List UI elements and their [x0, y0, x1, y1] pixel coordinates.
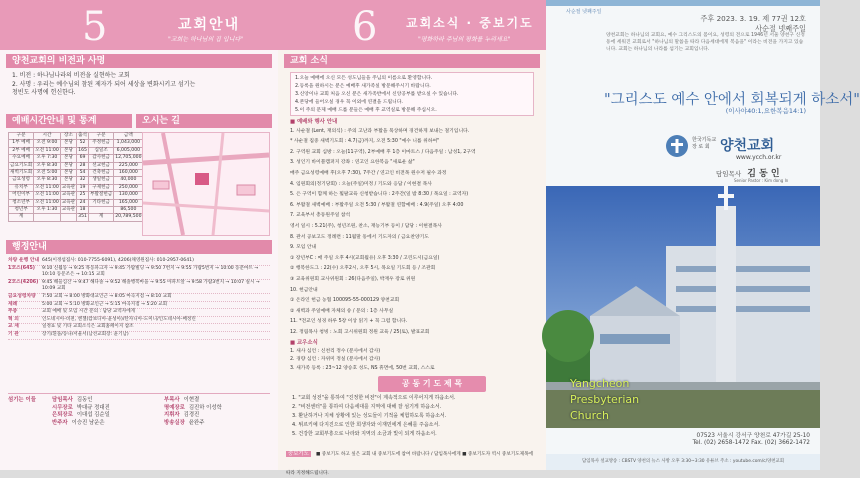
table-row: [9, 184, 144, 191]
news-item: ② 행복한도그 : 22(수) 오후2시, 오후 5시, 목요일 기도회 등 / 조관회: [290, 266, 436, 272]
theme-verse: "그리스도 예수 안에서 회복되게 하소서": [604, 92, 860, 108]
table-cell: 생일헌금: [89, 177, 114, 184]
denomination-1: 한국기독교: [692, 137, 717, 143]
map-heading: 오시는 길: [136, 114, 272, 128]
table-cell: 계: [89, 214, 114, 221]
admin-value: 일정표 및 기타 교회소식은 교회홈페이지 참조: [42, 324, 134, 330]
admin-value: 5:00 교회 → 5:10 방화교인근 → 5:15 마곡지점 → 5:20 교회: [42, 301, 168, 307]
table-cell: 구제헌금: [89, 184, 114, 191]
table-row: [9, 162, 144, 169]
news-item: ① 온라인 헌금 농협 100095-55-000129 양천교회: [290, 298, 400, 304]
news-item: ① 장년부C : 매 주일 오후 4시(교회월유) 오후 3:30 / 고린도시(금요일): [290, 255, 440, 261]
news-item: ② 새벽과 주일예배 자체의 송 / 문의 : 1층 사무실: [290, 308, 394, 314]
table-cell: 18: [77, 207, 89, 214]
table-cell: 250,000: [114, 184, 143, 191]
page-subtitle: "평화하라 주님의 평화를 누리세요": [418, 36, 511, 43]
admin-row: [8, 280, 270, 294]
table-cell: 160,000: [114, 170, 143, 177]
table-cell: 2부 예배: [9, 147, 34, 154]
vision-text: 1. 비전 : 하나님나라의 비전을 실현하는 교회 2. 사명 : 우리는 예수님의 참된 제자가 되어 세상을 변화시키고 섬기는 청빈도 사명에 헌신한다.: [12, 72, 196, 97]
season-label: 사순절 넷째주일: [566, 9, 602, 15]
table-cell: 오전 11:00: [35, 184, 59, 190]
church-name: 양천교회: [720, 138, 775, 154]
worship-stats-table: [8, 132, 144, 222]
church-address: 07523 서울시 강서구 양천로 47가길 25-10: [696, 433, 810, 439]
issue-sunday: 사순절 넷째주일: [755, 24, 806, 33]
prayer-item: 1. "교회 성전"을 통하여 "진정한 비전"이 계속적으로 이루어지게 하옵소서.: [292, 395, 456, 401]
page-number: 6: [352, 4, 378, 50]
prayer-item: 4. 튀르키예 다지진으로 인한 희생자와 이재민에게 은혜를 주옵소서.: [292, 422, 440, 428]
news-item: 2. 구역원 교회 심방 : 오늘(11구역), 2부예배 후 1층 이마트스 / 다음주일 : 남성1, 2구역: [290, 149, 476, 155]
table-cell: 수요예배: [9, 155, 34, 162]
table-cell: 오전 11:00: [35, 147, 59, 153]
table-cell: [60, 214, 76, 221]
news-item: 1. 사순절 (Lent, 재의식) : 주의 고난과 부활을 묵상하며 경건하게 보내는 절기입니다.: [290, 128, 470, 134]
page-subtitle: "교회는 하나님의 집 입니다": [168, 36, 243, 43]
admin-value: 교회 예배 및 모임 시간 문의 : 담당 교역자에게: [42, 309, 136, 315]
staff-name: 김진하 이성학: [188, 404, 222, 411]
staff-name: 이승진 남운은: [71, 419, 105, 426]
table-cell: 20,789,500: [115, 214, 142, 220]
staff-row: [164, 397, 270, 405]
news-item: 7. 교육부서 총동원주일 참석: [290, 213, 351, 219]
table-cell: 금요기도회: [10, 162, 33, 168]
news-item: 4. 임원회의(정기당회) : 오늘(주일)미정 / 기도와 응답 / 이현결 목사: [290, 181, 432, 187]
news-item: 6. 부활절 새벽예배 : 부활주일 오전 5:30 / 부활절 연합예배 : 4.9(주일) 오후 4:00: [290, 202, 464, 208]
prayer-item: 2. "비전센터"를 통하여 다음세대를 지역에 대해 잘 섬기게 하옵소서.: [292, 404, 442, 410]
staff-role: 부목사: [164, 397, 180, 403]
table-cell: 새벽기도회: [10, 170, 33, 176]
table-row: [9, 214, 144, 221]
table-cell: 유치부: [9, 184, 34, 191]
prayer-item: 5. 건강한 교회부흥으로 나라와 지역의 소금과 빛이 되게 하옵소서.: [292, 431, 437, 437]
table-cell: 52: [77, 140, 89, 147]
table-cell: 19: [77, 184, 89, 191]
table-cell: 청년부: [9, 207, 34, 214]
table-cell: 건축헌금: [89, 170, 114, 177]
table-cell: 계: [9, 214, 34, 221]
admin-label: 1코스(645): [8, 265, 36, 271]
family-news-heading: ■ 교우소식: [290, 340, 318, 347]
table-cell: [89, 207, 114, 214]
admin-value: 인도네시아-비젼, 엔젤(캄보디아-윤성아)/탄자니아-도미니/인도네시아-배성린: [42, 316, 196, 322]
table-cell: 24: [77, 199, 89, 206]
table-cell: 본당: [60, 177, 76, 184]
table-cell: 본당: [60, 140, 76, 147]
staff-row: [52, 397, 158, 405]
church-photo: [546, 186, 820, 428]
news-item: 매주 금요성령예배 후(오후 7:30), 7주간 / 연고인 비전목 원수저 필수 과정: [290, 170, 447, 176]
welcome-notice: [290, 72, 534, 116]
pastor-name: 김 동 인: [747, 169, 780, 179]
table-cell: 교육관: [61, 192, 76, 198]
admin-row: [8, 324, 270, 332]
church-map: [142, 132, 270, 236]
table-cell: 오후 1:30: [34, 207, 61, 214]
staff-role: 반주자: [52, 419, 68, 426]
news-items: [290, 119, 536, 373]
admin-value: 7:50 교회 → 8:00 방화대교인근 → 8:05 마곡지점 → 8:10 교회: [42, 293, 172, 299]
family-news-item: 1. 새사 심언 : 신천리 정수 (분사에서 감사): [290, 349, 381, 355]
table-cell: 기타헌금: [89, 199, 114, 206]
admin-heading: 행정안내: [6, 240, 272, 254]
staff-row: [52, 420, 158, 428]
table-row: [9, 170, 144, 177]
admin-label: 교 재: [8, 324, 19, 330]
issue-date: 주후 2023. 3. 19. 제 77권 12호: [700, 14, 806, 23]
prayer-footnote: 중보기도 ■ 중보기도 하고 싶은 교회 내 중보기도에 참여 바랍니다 / 담임목사에게 ■ 중보기도자 역시 중보기도제목에 따라 지정해드립니다.: [286, 451, 533, 476]
church-news-panel: [278, 0, 546, 476]
admin-row: [8, 294, 270, 302]
table-header: 장소: [60, 133, 76, 140]
table-cell: 어린이부: [9, 192, 34, 199]
welcome-line: 2.등록을 원하시는 분은 예배후 새가족실 방문해주시기 바랍니다.: [295, 84, 431, 89]
vision-heading: 양천교회의 비전과 사명: [6, 54, 272, 68]
broadcast-footer: 담임목사 설교방송 : CBSTV 양천의 뉴스 사방 오후 3:30~3:30 유튜브 주소 : youtube.com/c/양천교회: [546, 454, 820, 470]
table-cell: 본당: [60, 162, 76, 169]
pastor-name-english: Senior Pastor : Kim dong In: [734, 178, 789, 183]
admin-value: 9:45 해들심산 → 9:47 해다솔 → 9:52 해솔행복마을 → 9:55 아파트앞 → 9:58 가람3번지 → 10:07 실시 → 10:09 교회: [42, 279, 260, 292]
table-header: 시간: [34, 133, 61, 140]
news-item: 3. 성인기 바이블캠퍼지 강좌 : 연고인 요한복음 "새로운 삶": [290, 160, 415, 166]
table-cell: 12,705,000: [115, 155, 142, 161]
table-cell: 165: [78, 147, 87, 153]
church-info-panel: [0, 0, 278, 470]
page-title: 교회안내: [178, 17, 241, 33]
admin-label: 금요성령차량: [8, 293, 36, 299]
welcome-line: 1.오늘 예배에 오신 모든 성도님들을 주님의 이름으로 환영합니다.: [295, 76, 433, 81]
table-cell: 86,500: [114, 207, 143, 214]
table-cell: 교육관: [61, 207, 76, 213]
verse-reference: (이사야40:1,요한복음14:1): [725, 107, 806, 115]
news-item: 12. 정림목사 청빙 : 노회 고시위원회 정원 교육 / 25(토), 발표교회: [290, 329, 430, 335]
table-cell: 오후 8:30: [34, 162, 61, 169]
staff-row: [52, 412, 158, 420]
table-cell: 선교헌금: [89, 162, 114, 169]
table-cell: 교육관: [61, 199, 76, 205]
denomination-2: 장 로 회: [692, 144, 710, 150]
table-cell: 감사헌금: [89, 155, 114, 162]
table-cell: 1부 예배: [9, 140, 34, 147]
table-cell: 351: [78, 214, 87, 220]
table-row: [9, 199, 144, 206]
church-phone: Tel. (02) 2658-1472 Fax. (02) 3662-1472: [692, 440, 810, 446]
admin-row: [8, 266, 270, 280]
church-intro: 양천교회는 하나님의 교회요, 예수 그리스도의 몸이요, 성령의 전으로 1946년 서울 양천구 신정동에 세워진 교회로서 "하나님의 말씀을 따라 다음세대에게 복음을" 이라는 비전을 가지고 있습니다. 교회는 하나님의 나라를 섬기는 교회입니다.: [606, 33, 805, 52]
table-cell: 오전 11:00: [35, 199, 59, 205]
table-cell: 69: [77, 155, 89, 162]
prayer-item: 3. 환난하거나 지체 상황에 있는 성도들이 기적을 체험하도록 하옵소서.: [292, 413, 447, 419]
table-header: 출석: [78, 133, 87, 138]
table-row: [9, 147, 144, 154]
table-cell: 1,043,000: [114, 140, 143, 147]
admin-label: 혁 의: [8, 316, 19, 322]
church-logo: [666, 135, 688, 157]
table-cell: 오전 9:00: [34, 140, 61, 147]
admin-label: 주중: [8, 309, 18, 315]
table-header: 구분: [9, 133, 34, 140]
welcome-line: 4.본당에 들어오실 경우 꼭 이외에 연결을 드립니다.: [295, 100, 403, 105]
table-cell: 오전 11:00: [35, 192, 59, 198]
staff-name: 박대규 정대진: [76, 404, 110, 411]
table-header: 구분: [89, 133, 114, 140]
church-english-name: Yangcheon Presbyterian Church: [570, 377, 640, 422]
admin-label: 차량 운행 안내: [8, 258, 40, 263]
staff-row: [164, 420, 270, 428]
staff-name: 김동인: [76, 397, 93, 403]
news-item: 5. 은 구역이 함께 하는 휠팔교육 신청받습니다 : 2주간(일 밤 8:30 / 목요일 : 교역자): [290, 192, 469, 198]
news-item: 9. 모임 안내: [290, 245, 317, 251]
table-cell: 32: [77, 177, 89, 184]
cross-icon: [666, 135, 688, 157]
table-cell: 본당: [60, 147, 76, 154]
table-cell: 165,000: [114, 199, 143, 206]
staff-role: 은퇴장로: [52, 412, 73, 419]
bulletin-cover: [546, 0, 860, 470]
admin-value: 장기/흰돌/동나/서울서(남선교회장: 윤기남): [42, 331, 129, 337]
news-heading: 교회 소식: [284, 54, 540, 68]
table-cell: 130,000: [114, 192, 143, 199]
staff-list: [52, 397, 270, 427]
admin-label: 기 관: [8, 331, 19, 337]
news-item: 영서 일시 : 5.21(주), 청년조원, 찬소, 재능기부 등이 / 담당 : 이현결목사: [290, 223, 442, 229]
family-news-item: 2. 경량 심언 : 자위미 정실 (분사에서 감사): [290, 357, 381, 363]
table-row: [9, 155, 144, 162]
page-number: 5: [82, 4, 108, 50]
table-row: [9, 177, 144, 184]
admin-value: 9:10 신월동 → 9:25 목동파크자 → 9:45 가람빌딩 → 9:50 7번지 → 9:55 가람5번지 → 10:00 동문마트 → 10:10 동문조은 → 10:15 교회: [42, 265, 259, 278]
worship-heading: 예배시간안내 및 통계: [6, 114, 132, 128]
table-cell: 청소년부: [9, 199, 34, 206]
table-cell: [34, 214, 61, 221]
table-cell: 40,000: [114, 177, 143, 184]
table-cell: 금요성령: [9, 177, 34, 184]
family-news-item: 3. 새가족 등록 : 23~12 양승호 성도, NS 휴면에, 50번 교회, 스스로: [290, 365, 435, 371]
table-cell: 본당: [60, 170, 76, 177]
news-item: 10. 헌금안내: [290, 287, 318, 293]
news-item: * 사순절 집중 새벽기도회 : 4.7(금)까지, 오전 5:30 "예수 니를 위하여": [290, 139, 440, 145]
staff-role: 방송실장: [164, 419, 185, 426]
admin-info-list: [8, 258, 270, 340]
news-item: 11. *전교인 성경 하루 5장 이상 읽기 + 꼭 그럼 합니다.: [290, 319, 408, 325]
pastor-label: 담임목사: [716, 170, 742, 178]
staff-role: 담임목사: [52, 397, 73, 403]
staff-name: 김경진: [183, 412, 200, 419]
prayer-list: [292, 394, 536, 439]
events-heading: ■ 예배와 행사 안내: [290, 119, 338, 125]
staff-name: 윤완주: [188, 419, 205, 426]
staff-name: 이현결: [183, 397, 200, 403]
table-cell: 교육관: [61, 184, 76, 190]
table-cell: 오전 5:00: [34, 170, 61, 177]
map-illustration: [143, 133, 269, 235]
admin-row: [8, 258, 270, 266]
prayer-heading: 공 동 기 도 제 목: [378, 376, 486, 392]
admin-row: [8, 332, 270, 340]
staff-role: 명예장로: [164, 404, 185, 411]
staff-role: 시무장로: [52, 404, 73, 411]
admin-row: [8, 309, 270, 317]
welcome-line: 3.신앙이나 교회 처음 오신 분은 새가족반에서 신앙공부를 받으실 수 있습니다.: [295, 92, 459, 97]
table-cell: 54: [77, 170, 89, 177]
table-cell: 28: [77, 162, 89, 169]
table-cell: 225,000: [114, 162, 143, 169]
table-cell: 6,005,000: [114, 147, 143, 154]
admin-label: 2코스(4206): [8, 279, 39, 285]
table-row: [9, 207, 144, 214]
table-cell: 부활절헌금: [90, 192, 113, 198]
church-url[interactable]: www.ycch.or.kr: [736, 154, 782, 161]
staff-row: [164, 412, 270, 420]
table-cell: 25: [77, 192, 89, 199]
news-item: ③ 교육위원회 교사위원회 : 26(다음주일), 박재우 장로 위원: [290, 276, 416, 282]
table-cell: 주정헌금: [89, 140, 114, 147]
page-title: 교회소식 · 중보기도: [406, 16, 534, 30]
table-row: [9, 140, 144, 147]
staff-name: 이대섭 김순일: [76, 412, 110, 419]
table-cell: 십일조: [89, 147, 114, 154]
staff-heading: 섬기는 이들: [8, 397, 36, 403]
admin-value: 645(이정섭집사: 010-7755-6091), 4206(채영원집사: 010-2957-0641): [42, 258, 194, 263]
staff-role: 지휘자: [164, 412, 180, 419]
admin-label: 세례: [8, 301, 18, 307]
news-item: 8. 관서 공보고도 정례련 : 11월말 동에서 기도자의 / 금요찬양기도: [290, 234, 429, 240]
table-cell: 본당: [60, 155, 76, 162]
welcome-line: 5.이 주의 문제 예배 드를 분들은 예배 후 교역실로 방문해 주십시오.: [295, 108, 437, 113]
table-cell: 오후 8:30: [34, 177, 61, 184]
table-header: 금액: [114, 133, 143, 140]
table-row: [9, 192, 144, 199]
table-cell: 오후 7:30: [34, 155, 61, 162]
